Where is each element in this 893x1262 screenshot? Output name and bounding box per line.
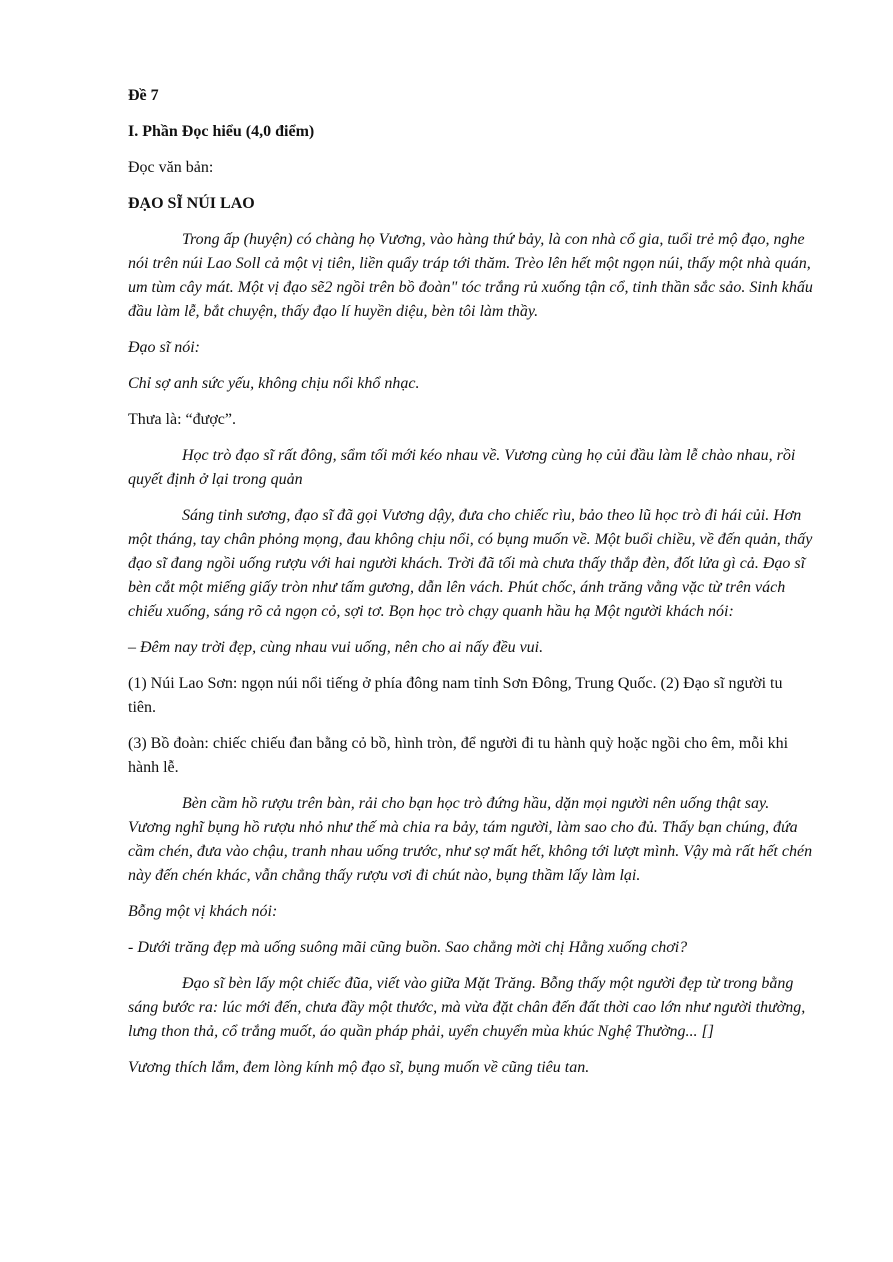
paragraph: Bỗng một vị khách nói: bbox=[128, 903, 278, 920]
story-title: ĐẠO SĨ NÚI LAO bbox=[128, 195, 255, 212]
paragraph: Thưa là: “được”. bbox=[128, 411, 236, 428]
paragraph: Trong ấp (huyện) có chàng họ Vương, vào hàng thứ bảy, là con nhà cổ gia, tuổi trẻ mộ đạo, nghe nói trên núi Lao Soll cả một vị tiên, liền quẩy tráp tới thăm. Trèo lên hết một ngọn núi, thấy một nhà quán, um tùm cây mát. Một vị đạo sẽ2 ngồi trên bồ đoàn" tóc trắng rủ xuống tận cổ, tinh thần sắc sảo. Sinh khấu đầu làm lễ, bắt chuyện, thấy đạo lí huyền diệu, bèn tôi làm thầy. bbox=[128, 231, 813, 320]
document-page bbox=[128, 84, 813, 1092]
paragraph: Sáng tinh sương, đạo sĩ đã gọi Vương dậy, đưa cho chiếc rìu, bảo theo lũ học trò đi hái củi. Hơn một tháng, tay chân phỏng mọng, đau không chịu nổi, có bụng muốn về. Một buổi chiều, về đến quản, thấy đạo sĩ đang ngồi uống rượu với hai người khách. Trời đã tối mà chưa thấy thắp đèn, đốt lửa gì cả. Đạo sĩ bèn cắt một miếng giấy tròn như tấm gương, dẫn lên vách. Phút chốc, ánh trăng vằng vặc từ trên vách chiếu xuống, sáng rõ cả ngọn cỏ, sợi tơ. Bọn học trò chạy quanh hầu hạ Một người khách nói: bbox=[128, 507, 813, 620]
paragraph: Bèn cầm hồ rượu trên bàn, rải cho bạn học trò đứng hầu, dặn mọi người nên uống thật say. Vương nghĩ bụng hồ rượu nhỏ như thế mà chia ra bảy, tám người, làm sao cho đủ. Thấy bạn chúng, đứa cầm chén, đưa vào chậu, tranh nhau uống trước, như sợ mất hết, không tới lượt mình. Vậy mà rất hết chén này đến chén khác, vẫn chẳng thấy rượu vơi đi chút nào, bụng thầm lấy làm lại. bbox=[128, 795, 813, 884]
paragraph: – Đêm nay trời đẹp, cùng nhau vui uống, nên cho ai nấy đều vui. bbox=[128, 639, 544, 656]
paragraph: Vương thích lắm, đem lòng kính mộ đạo sĩ, bụng muốn về cũng tiêu tan. bbox=[128, 1059, 590, 1076]
footnote: (1) Núi Lao Sơn: ngọn núi nổi tiếng ở phía đông nam tỉnh Sơn Đông, Trung Quốc. (2) Đạo sĩ người tu tiên. bbox=[128, 675, 783, 716]
section-title: I. Phần Đọc hiểu (4,0 điểm) bbox=[128, 123, 315, 140]
paragraph: Đạo sĩ nói: bbox=[128, 339, 200, 356]
footnote: (3) Bồ đoàn: chiếc chiếu đan bằng cỏ bồ, hình tròn, để người đi tu hành quỳ hoặc ngồi cho êm, mỗi khi hành lễ. bbox=[128, 735, 789, 776]
paragraph: Học trò đạo sĩ rất đông, sẩm tối mới kéo nhau về. Vương cùng họ củi đầu làm lễ chào nhau, rồi quyết định ở lại trong quản bbox=[128, 447, 796, 488]
paragraph: Đạo sĩ bèn lấy một chiếc đũa, viết vào giữa Mặt Trăng. Bỗng thấy một người đẹp từ trong bằng sáng bước ra: lúc mới đến, chưa đầy một thước, mà vừa đặt chân đến đất thời cao lớn như người thường, lưng thon thả, cổ trắng muốt, áo quần pháp phải, uyển chuyển mùa khúc Nghệ Thường... [] bbox=[128, 975, 806, 1040]
paragraph: - Dưới trăng đẹp mà uống suông mãi cũng buồn. Sao chẳng mời chị Hằng xuống chơi? bbox=[128, 939, 688, 956]
exam-label: Đề 7 bbox=[128, 87, 159, 104]
paragraph: Chỉ sợ anh sức yếu, không chịu nổi khổ nhạc. bbox=[128, 375, 420, 392]
instruction: Đọc văn bản: bbox=[128, 159, 214, 176]
